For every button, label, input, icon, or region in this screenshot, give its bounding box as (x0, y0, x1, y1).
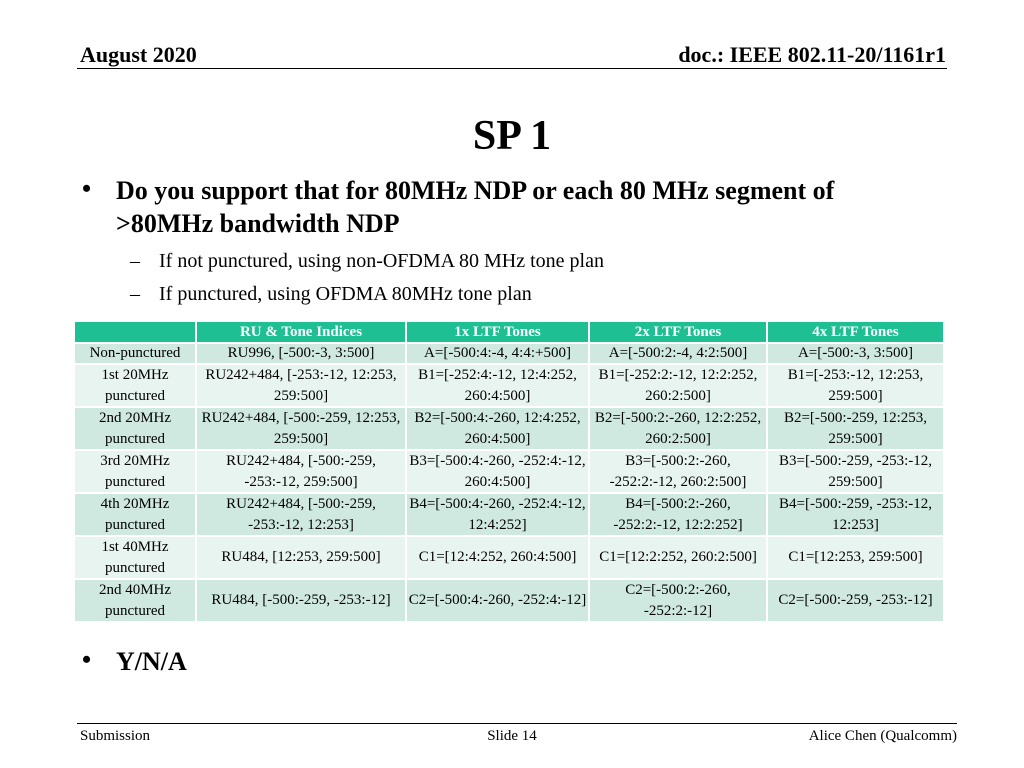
table-cell: B3=[-500:4:-260, -252:4:-12, 260:4:500] (406, 450, 589, 493)
table-row (74, 343, 944, 364)
slide-title: SP 1 (472, 113, 552, 159)
table-cell: 2nd 40MHz punctured (74, 579, 196, 622)
table-cell: B4=[-500:2:-260, -252:2:-12, 12:2:252] (589, 493, 767, 536)
table-cell: RU242+484, [-500:-259, -253:-12, 12:253] (196, 493, 406, 536)
table-cell: C1=[12:2:252, 260:2:500] (589, 536, 767, 579)
table-cell: RU484, [12:253, 259:500] (196, 536, 406, 579)
bullet-marker: • (82, 174, 92, 203)
table-row (74, 579, 944, 622)
table-cell: B2=[-500:-259, 12:253, 259:500] (767, 407, 944, 450)
column-header: 2x LTF Tones (589, 321, 767, 343)
table-cell: 1st 40MHz punctured (74, 536, 196, 579)
table-cell: A=[-500:-3, 3:500] (767, 343, 944, 364)
footer-divider (77, 723, 957, 724)
table-row (74, 407, 944, 450)
header-doc-id: doc.: IEEE 802.11-20/1161r1 (678, 42, 946, 67)
table-cell: B2=[-500:2:-260, 12:2:252, 260:2:500] (589, 407, 767, 450)
table-cell: C1=[12:4:252, 260:4:500] (406, 536, 589, 579)
column-header: 1x LTF Tones (406, 321, 589, 343)
footer-author: Alice Chen (Qualcomm) (808, 728, 957, 744)
table-cell: RU996, [-500:-3, 3:500] (196, 343, 406, 364)
table-cell: B4=[-500:-259, -253:-12, 12:253] (767, 493, 944, 536)
table-row (74, 450, 944, 493)
table-cell: C2=[-500:4:-260, -252:4:-12] (406, 579, 589, 622)
table-row (74, 364, 944, 407)
column-header: RU & Tone Indices (196, 321, 406, 343)
table-cell: RU242+484, [-253:-12, 12:253, 259:500] (196, 364, 406, 407)
table-cell: A=[-500:4:-4, 4:4:+500] (406, 343, 589, 364)
table-cell: RU242+484, [-500:-259, 12:253, 259:500] (196, 407, 406, 450)
table-cell: C2=[-500:-259, -253:-12] (767, 579, 944, 622)
bullet-text: Do you support that for 80MHz NDP or each 80 MHz segment of >80MHz bandwidth NDP (116, 176, 835, 238)
table-cell: 4th 20MHz punctured (74, 493, 196, 536)
tone-plan-table (73, 320, 945, 623)
table-cell: B2=[-500:4:-260, 12:4:252, 260:4:500] (406, 407, 589, 450)
table-cell: 1st 20MHz punctured (74, 364, 196, 407)
table-cell: RU242+484, [-500:-259, -253:-12, 259:500] (196, 450, 406, 493)
subbullet-text: If not punctured, using non-OFDMA 80 MHz tone plan (159, 250, 604, 272)
table-cell: A=[-500:2:-4, 4:2:500] (589, 343, 767, 364)
column-header: 4x LTF Tones (767, 321, 944, 343)
table-cell: B4=[-500:4:-260, -252:4:-12, 12:4:252] (406, 493, 589, 536)
table-header-row (74, 321, 944, 343)
table-cell: C2=[-500:2:-260, -252:2:-12] (589, 579, 767, 622)
subbullet-marker: – (130, 283, 140, 305)
table-cell: B3=[-500:-259, -253:-12, 259:500] (767, 450, 944, 493)
table-cell: Non-punctured (74, 343, 196, 364)
table-cell: B1=[-252:4:-12, 12:4:252, 260:4:500] (406, 364, 589, 407)
column-header (74, 321, 196, 343)
table-cell: B3=[-500:2:-260, -252:2:-12, 260:2:500] (589, 450, 767, 493)
table-cell: C1=[12:253, 259:500] (767, 536, 944, 579)
table-cell: B1=[-252:2:-12, 12:2:252, 260:2:500] (589, 364, 767, 407)
header-date: August 2020 (80, 42, 197, 67)
bullet-marker: • (82, 645, 92, 674)
table-cell: 3rd 20MHz punctured (74, 450, 196, 493)
table-row (74, 493, 944, 536)
header-divider (77, 68, 947, 69)
table-cell: RU484, [-500:-259, -253:-12] (196, 579, 406, 622)
bullet-text: Y/N/A (116, 647, 187, 676)
table-cell: 2nd 20MHz punctured (74, 407, 196, 450)
subbullet-marker: – (130, 250, 140, 272)
table-row (74, 536, 944, 579)
footer-submission: Submission (80, 728, 151, 744)
footer-slide-number: Slide 14 (487, 728, 537, 744)
table-cell: B1=[-253:-12, 12:253, 259:500] (767, 364, 944, 407)
subbullet-text: If punctured, using OFDMA 80MHz tone plan (159, 283, 532, 305)
